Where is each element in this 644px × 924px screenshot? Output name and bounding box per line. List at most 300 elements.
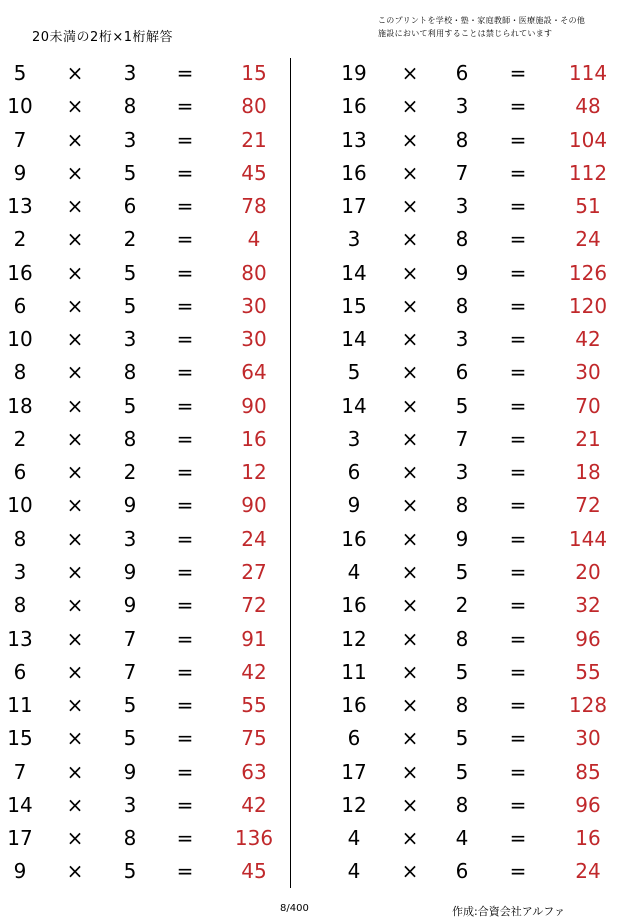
equals-sign: = bbox=[509, 693, 527, 718]
operand-b: 3 bbox=[123, 61, 137, 85]
problem-row bbox=[0, 556, 290, 589]
times-sign: × bbox=[66, 726, 84, 751]
problem-row bbox=[0, 855, 290, 888]
answer: 144 bbox=[568, 526, 608, 551]
equals-sign: = bbox=[176, 526, 194, 551]
equals-sign: = bbox=[176, 859, 194, 884]
operand-a: 12 bbox=[341, 792, 367, 817]
times-sign: × bbox=[401, 160, 419, 185]
operand-b: 5 bbox=[123, 293, 137, 318]
answer: 51 bbox=[575, 194, 601, 219]
operand-b: 5 bbox=[123, 859, 137, 884]
operand-a: 17 bbox=[7, 826, 33, 851]
answer: 30 bbox=[241, 293, 267, 318]
operand-b: 9 bbox=[455, 526, 469, 551]
left-problem-column bbox=[0, 57, 290, 889]
times-sign: × bbox=[401, 360, 419, 385]
operand-b: 8 bbox=[123, 826, 137, 851]
problem-row bbox=[0, 489, 290, 522]
operand-a: 14 bbox=[341, 393, 367, 418]
times-sign: × bbox=[66, 327, 84, 352]
answer: 48 bbox=[575, 94, 601, 119]
answer: 96 bbox=[575, 792, 601, 817]
operand-a: 3 bbox=[13, 559, 27, 584]
times-sign: × bbox=[66, 792, 84, 817]
answer: 30 bbox=[575, 726, 601, 751]
times-sign: × bbox=[401, 94, 419, 119]
operand-a: 6 bbox=[13, 460, 27, 485]
problem-row bbox=[330, 523, 620, 556]
problem-row bbox=[0, 90, 290, 123]
operand-a: 7 bbox=[13, 127, 27, 152]
problem-row bbox=[0, 423, 290, 456]
operand-a: 10 bbox=[7, 493, 33, 518]
operand-a: 12 bbox=[341, 626, 367, 651]
problem-row bbox=[0, 789, 290, 822]
operand-b: 6 bbox=[455, 360, 469, 385]
operand-b: 3 bbox=[455, 194, 469, 219]
operand-b: 5 bbox=[455, 393, 469, 418]
operand-b: 8 bbox=[455, 127, 469, 152]
equals-sign: = bbox=[509, 559, 527, 584]
operand-b: 5 bbox=[123, 393, 137, 418]
problem-row bbox=[0, 822, 290, 855]
problem-row bbox=[330, 290, 620, 323]
equals-sign: = bbox=[509, 293, 527, 318]
equals-sign: = bbox=[509, 726, 527, 751]
operand-a: 4 bbox=[347, 826, 361, 851]
times-sign: × bbox=[401, 426, 419, 451]
page-number: 8/400 bbox=[280, 903, 309, 914]
operand-a: 8 bbox=[13, 526, 27, 551]
problem-row bbox=[0, 722, 290, 755]
operand-a: 16 bbox=[7, 260, 33, 285]
equals-sign: = bbox=[509, 327, 527, 352]
equals-sign: = bbox=[176, 426, 194, 451]
times-sign: × bbox=[66, 859, 84, 884]
answer: 72 bbox=[575, 493, 601, 518]
problem-row bbox=[330, 822, 620, 855]
answer: 75 bbox=[241, 726, 267, 751]
problem-row bbox=[0, 223, 290, 256]
times-sign: × bbox=[66, 626, 84, 651]
problem-row bbox=[0, 257, 290, 290]
problem-row bbox=[0, 57, 290, 90]
operand-b: 3 bbox=[123, 127, 137, 152]
equals-sign: = bbox=[509, 826, 527, 851]
operand-b: 5 bbox=[123, 693, 137, 718]
problem-row bbox=[330, 124, 620, 157]
equals-sign: = bbox=[509, 526, 527, 551]
answer: 42 bbox=[241, 792, 267, 817]
operand-b: 3 bbox=[455, 94, 469, 119]
equals-sign: = bbox=[176, 493, 194, 518]
operand-a: 6 bbox=[347, 460, 361, 485]
operand-a: 11 bbox=[341, 659, 367, 684]
answer: 80 bbox=[241, 94, 267, 119]
times-sign: × bbox=[66, 460, 84, 485]
equals-sign: = bbox=[176, 659, 194, 684]
operand-a: 14 bbox=[7, 792, 33, 817]
operand-b: 8 bbox=[123, 94, 137, 119]
times-sign: × bbox=[401, 559, 419, 584]
operand-a: 8 bbox=[13, 593, 27, 618]
problem-row bbox=[330, 489, 620, 522]
page-title: 20未満の2桁×1桁解答 bbox=[32, 30, 173, 45]
answer: 24 bbox=[575, 227, 601, 252]
problem-row bbox=[330, 323, 620, 356]
operand-a: 5 bbox=[347, 360, 361, 385]
problem-row bbox=[330, 589, 620, 622]
times-sign: × bbox=[66, 194, 84, 219]
problem-row bbox=[330, 855, 620, 888]
times-sign: × bbox=[401, 826, 419, 851]
operand-b: 2 bbox=[455, 593, 469, 618]
times-sign: × bbox=[401, 493, 419, 518]
problem-row bbox=[0, 157, 290, 190]
problem-row bbox=[330, 90, 620, 123]
answer: 18 bbox=[575, 460, 601, 485]
equals-sign: = bbox=[176, 293, 194, 318]
equals-sign: = bbox=[176, 626, 194, 651]
equals-sign: = bbox=[176, 94, 194, 119]
equals-sign: = bbox=[176, 826, 194, 851]
operand-b: 5 bbox=[123, 260, 137, 285]
answer: 128 bbox=[568, 693, 608, 718]
equals-sign: = bbox=[176, 61, 194, 85]
operand-a: 13 bbox=[341, 127, 367, 152]
times-sign: × bbox=[401, 127, 419, 152]
answer: 114 bbox=[568, 61, 608, 85]
problem-row bbox=[0, 689, 290, 722]
operand-a: 15 bbox=[341, 293, 367, 318]
equals-sign: = bbox=[176, 393, 194, 418]
operand-a: 14 bbox=[341, 327, 367, 352]
problem-row bbox=[330, 689, 620, 722]
operand-a: 16 bbox=[341, 160, 367, 185]
operand-b: 9 bbox=[123, 759, 137, 784]
times-sign: × bbox=[66, 393, 84, 418]
equals-sign: = bbox=[176, 327, 194, 352]
answer: 24 bbox=[241, 526, 267, 551]
usage-notice bbox=[378, 14, 618, 40]
operand-b: 3 bbox=[123, 327, 137, 352]
operand-b: 2 bbox=[123, 460, 137, 485]
operand-a: 16 bbox=[341, 94, 367, 119]
answer: 120 bbox=[568, 293, 608, 318]
times-sign: × bbox=[401, 626, 419, 651]
operand-a: 14 bbox=[341, 260, 367, 285]
operand-b: 9 bbox=[123, 493, 137, 518]
operand-a: 4 bbox=[347, 559, 361, 584]
operand-a: 6 bbox=[13, 659, 27, 684]
problem-row bbox=[330, 556, 620, 589]
times-sign: × bbox=[401, 227, 419, 252]
operand-a: 5 bbox=[13, 61, 27, 85]
answer: 104 bbox=[568, 127, 608, 152]
equals-sign: = bbox=[509, 160, 527, 185]
times-sign: × bbox=[401, 759, 419, 784]
operand-b: 8 bbox=[455, 693, 469, 718]
operand-a: 18 bbox=[7, 393, 33, 418]
operand-b: 7 bbox=[123, 659, 137, 684]
answer: 63 bbox=[241, 759, 267, 784]
equals-sign: = bbox=[176, 127, 194, 152]
equals-sign: = bbox=[509, 460, 527, 485]
equals-sign: = bbox=[509, 360, 527, 385]
operand-b: 8 bbox=[455, 792, 469, 817]
operand-b: 2 bbox=[123, 227, 137, 252]
problem-row bbox=[0, 323, 290, 356]
answer: 20 bbox=[575, 559, 601, 584]
equals-sign: = bbox=[509, 127, 527, 152]
times-sign: × bbox=[66, 826, 84, 851]
operand-a: 9 bbox=[13, 859, 27, 884]
equals-sign: = bbox=[509, 194, 527, 219]
right-problem-column bbox=[330, 57, 620, 889]
answer: 24 bbox=[575, 859, 601, 884]
answer: 4 bbox=[247, 227, 261, 252]
equals-sign: = bbox=[176, 194, 194, 219]
answer: 42 bbox=[575, 327, 601, 352]
operand-b: 8 bbox=[123, 426, 137, 451]
answer: 78 bbox=[241, 194, 267, 219]
times-sign: × bbox=[401, 61, 419, 85]
usage-notice-line-1: このプリントを学校・塾・家庭教師・医療施設・その他 bbox=[378, 16, 586, 25]
times-sign: × bbox=[66, 593, 84, 618]
operand-b: 7 bbox=[455, 426, 469, 451]
operand-a: 2 bbox=[13, 227, 27, 252]
operand-b: 4 bbox=[455, 826, 469, 851]
operand-a: 3 bbox=[347, 227, 361, 252]
answer: 72 bbox=[241, 593, 267, 618]
operand-b: 3 bbox=[123, 526, 137, 551]
answer: 90 bbox=[241, 493, 267, 518]
operand-a: 9 bbox=[347, 493, 361, 518]
equals-sign: = bbox=[509, 94, 527, 119]
problem-row bbox=[0, 356, 290, 389]
equals-sign: = bbox=[176, 559, 194, 584]
answer: 80 bbox=[241, 260, 267, 285]
answer: 16 bbox=[241, 426, 267, 451]
problem-row bbox=[330, 157, 620, 190]
equals-sign: = bbox=[176, 693, 194, 718]
times-sign: × bbox=[66, 227, 84, 252]
operand-b: 5 bbox=[455, 726, 469, 751]
operand-a: 11 bbox=[7, 693, 33, 718]
equals-sign: = bbox=[509, 593, 527, 618]
times-sign: × bbox=[66, 759, 84, 784]
usage-notice-line-2: 施設において利用することは禁じられています bbox=[378, 29, 553, 38]
equals-sign: = bbox=[176, 227, 194, 252]
operand-b: 6 bbox=[123, 194, 137, 219]
times-sign: × bbox=[66, 127, 84, 152]
equals-sign: = bbox=[176, 792, 194, 817]
operand-b: 5 bbox=[123, 726, 137, 751]
operand-a: 9 bbox=[13, 160, 27, 185]
equals-sign: = bbox=[176, 460, 194, 485]
times-sign: × bbox=[66, 160, 84, 185]
operand-b: 9 bbox=[455, 260, 469, 285]
answer: 21 bbox=[241, 127, 267, 152]
operand-a: 16 bbox=[341, 526, 367, 551]
operand-b: 8 bbox=[455, 493, 469, 518]
operand-a: 10 bbox=[7, 327, 33, 352]
times-sign: × bbox=[401, 659, 419, 684]
answer: 21 bbox=[575, 426, 601, 451]
answer: 45 bbox=[241, 160, 267, 185]
operand-b: 6 bbox=[455, 859, 469, 884]
problem-row bbox=[0, 290, 290, 323]
times-sign: × bbox=[401, 593, 419, 618]
problem-row bbox=[0, 456, 290, 489]
operand-a: 17 bbox=[341, 759, 367, 784]
operand-b: 3 bbox=[123, 792, 137, 817]
problem-row bbox=[330, 423, 620, 456]
operand-b: 5 bbox=[455, 759, 469, 784]
problem-row bbox=[0, 190, 290, 223]
problem-row bbox=[330, 223, 620, 256]
times-sign: × bbox=[66, 61, 84, 85]
answer: 91 bbox=[241, 626, 267, 651]
equals-sign: = bbox=[509, 426, 527, 451]
problem-row bbox=[0, 589, 290, 622]
times-sign: × bbox=[66, 693, 84, 718]
answer: 27 bbox=[241, 559, 267, 584]
equals-sign: = bbox=[509, 393, 527, 418]
answer: 64 bbox=[241, 360, 267, 385]
answer: 15 bbox=[241, 61, 267, 85]
author-credit: 作成:合資会社アルファ bbox=[452, 905, 566, 918]
operand-a: 16 bbox=[341, 693, 367, 718]
equals-sign: = bbox=[509, 61, 527, 85]
times-sign: × bbox=[66, 94, 84, 119]
operand-b: 3 bbox=[455, 460, 469, 485]
operand-b: 8 bbox=[455, 293, 469, 318]
problem-row bbox=[0, 390, 290, 423]
times-sign: × bbox=[401, 460, 419, 485]
problem-row bbox=[330, 789, 620, 822]
equals-sign: = bbox=[176, 160, 194, 185]
operand-a: 15 bbox=[7, 726, 33, 751]
equals-sign: = bbox=[509, 759, 527, 784]
operand-a: 8 bbox=[13, 360, 27, 385]
equals-sign: = bbox=[509, 493, 527, 518]
operand-a: 19 bbox=[341, 61, 367, 85]
times-sign: × bbox=[66, 360, 84, 385]
operand-b: 8 bbox=[455, 227, 469, 252]
answer: 55 bbox=[575, 659, 601, 684]
times-sign: × bbox=[401, 726, 419, 751]
problem-row bbox=[0, 124, 290, 157]
operand-b: 3 bbox=[455, 327, 469, 352]
times-sign: × bbox=[401, 194, 419, 219]
equals-sign: = bbox=[509, 859, 527, 884]
problem-row bbox=[0, 656, 290, 689]
answer: 85 bbox=[575, 759, 601, 784]
problem-row bbox=[330, 623, 620, 656]
problem-row bbox=[0, 523, 290, 556]
equals-sign: = bbox=[176, 726, 194, 751]
operand-a: 17 bbox=[341, 194, 367, 219]
answer: 126 bbox=[568, 260, 608, 285]
answer: 42 bbox=[241, 659, 267, 684]
answer: 45 bbox=[241, 859, 267, 884]
answer: 112 bbox=[568, 160, 608, 185]
times-sign: × bbox=[401, 260, 419, 285]
equals-sign: = bbox=[176, 360, 194, 385]
answer: 30 bbox=[241, 327, 267, 352]
equals-sign: = bbox=[509, 659, 527, 684]
problem-row bbox=[330, 390, 620, 423]
times-sign: × bbox=[401, 526, 419, 551]
operand-a: 4 bbox=[347, 859, 361, 884]
operand-a: 16 bbox=[341, 593, 367, 618]
problem-row bbox=[330, 257, 620, 290]
problem-row bbox=[0, 756, 290, 789]
answer: 70 bbox=[575, 393, 601, 418]
answer: 12 bbox=[241, 460, 267, 485]
times-sign: × bbox=[401, 859, 419, 884]
equals-sign: = bbox=[509, 792, 527, 817]
operand-a: 10 bbox=[7, 94, 33, 119]
times-sign: × bbox=[66, 559, 84, 584]
times-sign: × bbox=[66, 426, 84, 451]
operand-b: 5 bbox=[455, 659, 469, 684]
operand-b: 5 bbox=[123, 160, 137, 185]
equals-sign: = bbox=[176, 593, 194, 618]
operand-a: 3 bbox=[347, 426, 361, 451]
operand-b: 9 bbox=[123, 593, 137, 618]
answer: 136 bbox=[234, 826, 274, 851]
problem-row bbox=[0, 623, 290, 656]
problem-row bbox=[330, 57, 620, 90]
answer: 16 bbox=[575, 826, 601, 851]
times-sign: × bbox=[66, 293, 84, 318]
operand-a: 2 bbox=[13, 426, 27, 451]
problem-row bbox=[330, 456, 620, 489]
equals-sign: = bbox=[509, 260, 527, 285]
times-sign: × bbox=[401, 293, 419, 318]
equals-sign: = bbox=[509, 227, 527, 252]
equals-sign: = bbox=[509, 626, 527, 651]
operand-a: 6 bbox=[347, 726, 361, 751]
answer: 55 bbox=[241, 693, 267, 718]
times-sign: × bbox=[401, 327, 419, 352]
operand-b: 8 bbox=[455, 626, 469, 651]
operand-a: 7 bbox=[13, 759, 27, 784]
answer: 30 bbox=[575, 360, 601, 385]
problem-row bbox=[330, 656, 620, 689]
times-sign: × bbox=[66, 659, 84, 684]
problem-row bbox=[330, 756, 620, 789]
problem-row bbox=[330, 356, 620, 389]
problem-row bbox=[330, 722, 620, 755]
operand-a: 6 bbox=[13, 293, 27, 318]
problem-row bbox=[330, 190, 620, 223]
operand-b: 9 bbox=[123, 559, 137, 584]
times-sign: × bbox=[401, 792, 419, 817]
answer: 96 bbox=[575, 626, 601, 651]
operand-a: 13 bbox=[7, 626, 33, 651]
answer: 90 bbox=[241, 393, 267, 418]
equals-sign: = bbox=[176, 759, 194, 784]
operand-b: 7 bbox=[123, 626, 137, 651]
times-sign: × bbox=[66, 493, 84, 518]
times-sign: × bbox=[401, 393, 419, 418]
times-sign: × bbox=[401, 693, 419, 718]
operand-b: 8 bbox=[123, 360, 137, 385]
